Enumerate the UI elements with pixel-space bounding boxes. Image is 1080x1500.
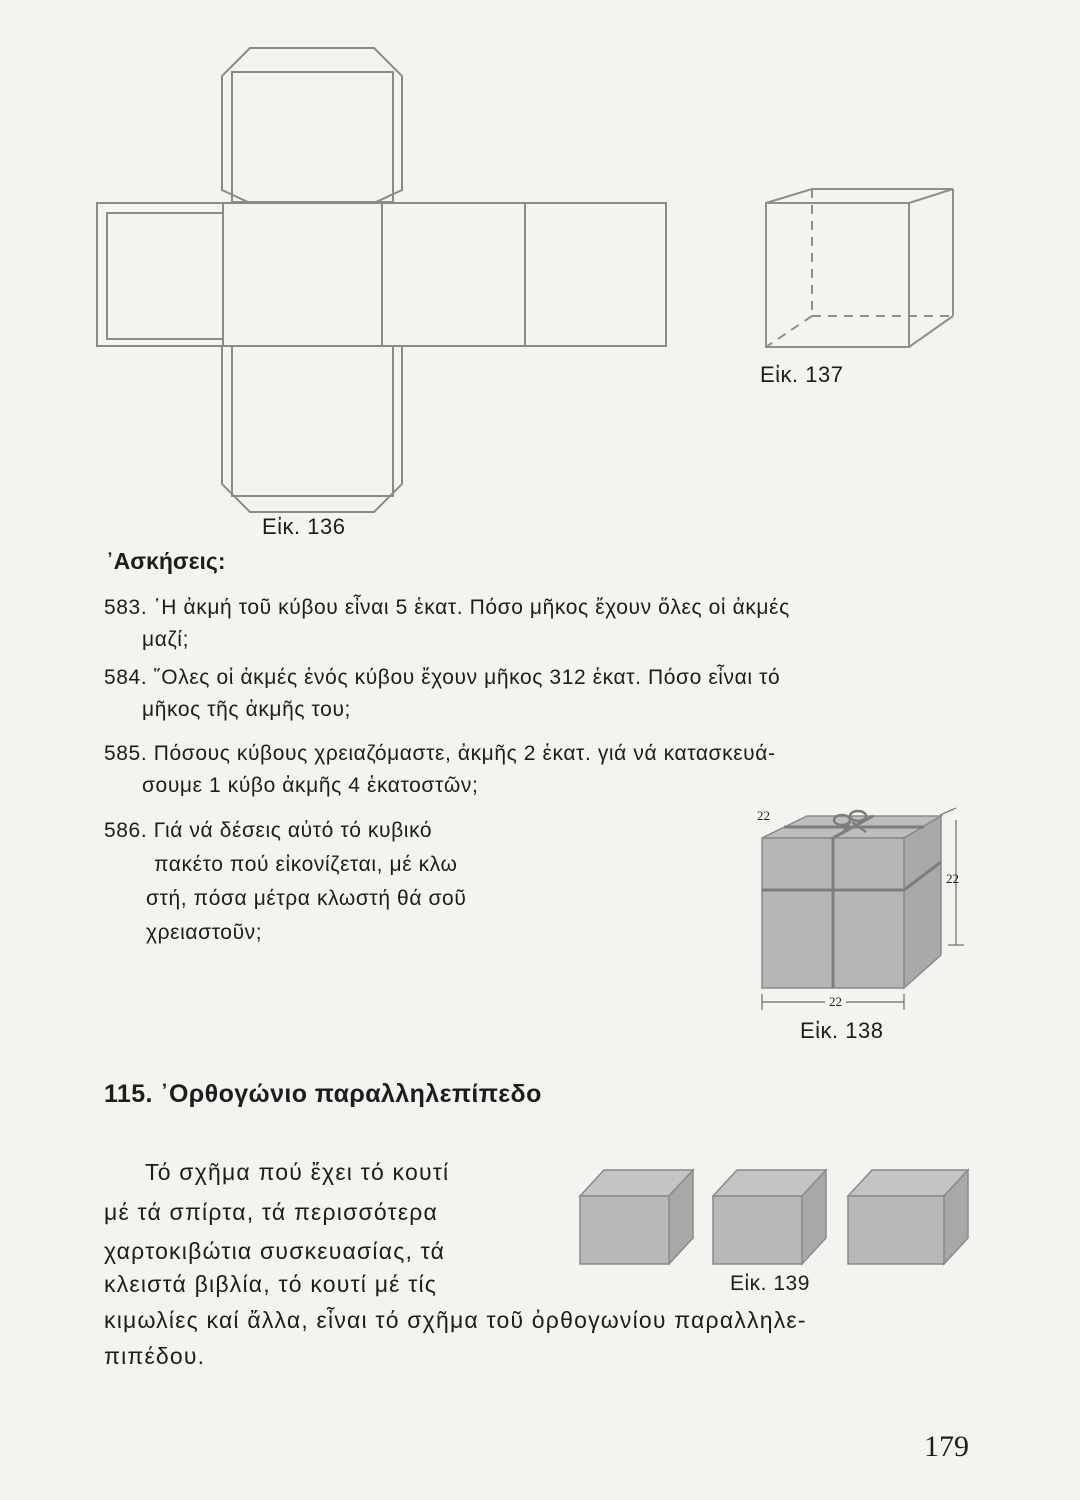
fig139-caption: Εἰκ. 139 bbox=[730, 1272, 810, 1295]
section-text-line: Τό σχῆμα πού ἔχει τό κουτί bbox=[145, 1159, 450, 1185]
exercise-text-line: πακέτο πού εἰκονίζεται, μέ κλω bbox=[154, 853, 458, 876]
exercise-number: 584. bbox=[104, 666, 148, 689]
exercise-number: 585. bbox=[104, 742, 148, 765]
section-text-line: κιμωλίες καί ἄλλα, εἶναι τό σχῆμα τοῦ ὀρθογωνίου παραλληλε- bbox=[104, 1307, 807, 1333]
exercises-heading: ᾿Ασκήσεις: bbox=[106, 548, 226, 574]
section-text-line: μέ τά σπίρτα, τά περισσότερα bbox=[104, 1199, 439, 1225]
exercise-text-line: ῾Η ἀκμή τοῦ κύβου εἶναι 5 ἑκατ. Πόσο μῆκος ἔχουν ὅλες οἱ ἀκμές bbox=[153, 596, 790, 619]
exercise-text-line: χρειαστοῦν; bbox=[146, 921, 263, 944]
section-text-line: χαρτοκιβώτια συσκευασίας, τά bbox=[104, 1238, 446, 1264]
exercise-number: 586. bbox=[104, 819, 148, 842]
exercise-text-line: Γιά νά δέσεις αὐτό τό κυβικό bbox=[153, 819, 433, 842]
exercise-number: 583. bbox=[104, 596, 148, 619]
page-number: 179 bbox=[924, 1430, 969, 1463]
fig136-caption: Εἰκ. 136 bbox=[262, 514, 346, 539]
fig138-depth-label: 22 bbox=[757, 808, 770, 823]
section-text-line: κλειστά βιβλία, τό κουτί μέ τίς bbox=[104, 1271, 438, 1297]
fig138-height-label: 22 bbox=[946, 871, 959, 886]
exercise-text-line: σουμε 1 κύβο ἀκμῆς 4 ἑκατοστῶν; bbox=[142, 774, 479, 797]
exercise-text-line: μαζί; bbox=[142, 628, 189, 651]
exercise-text-line: Πόσους κύβους χρειαζόμαστε, ἀκμῆς 2 ἑκατ. γιά νά κατασκευά- bbox=[153, 742, 776, 765]
exercise-text-line: ῞Ολες οἱ ἀκμές ἑνός κύβου ἔχουν μῆκος 312 ἑκατ. Πόσο εἶναι τό bbox=[153, 666, 781, 689]
section-text-line: πιπέδου. bbox=[104, 1343, 206, 1369]
fig138-caption: Εἰκ. 138 bbox=[800, 1018, 884, 1043]
exercise-text-line: στή, πόσα μέτρα κλωστή θά σοῦ bbox=[146, 887, 467, 910]
exercise-text-line: μῆκος τῆς ἀκμῆς του; bbox=[142, 698, 351, 721]
fig137-caption: Εἰκ. 137 bbox=[760, 362, 844, 387]
fig138-width-label: 22 bbox=[825, 994, 846, 1010]
section-title: 115. ᾿Ορθογώνιο παραλληλεπίπεδο bbox=[104, 1080, 542, 1108]
